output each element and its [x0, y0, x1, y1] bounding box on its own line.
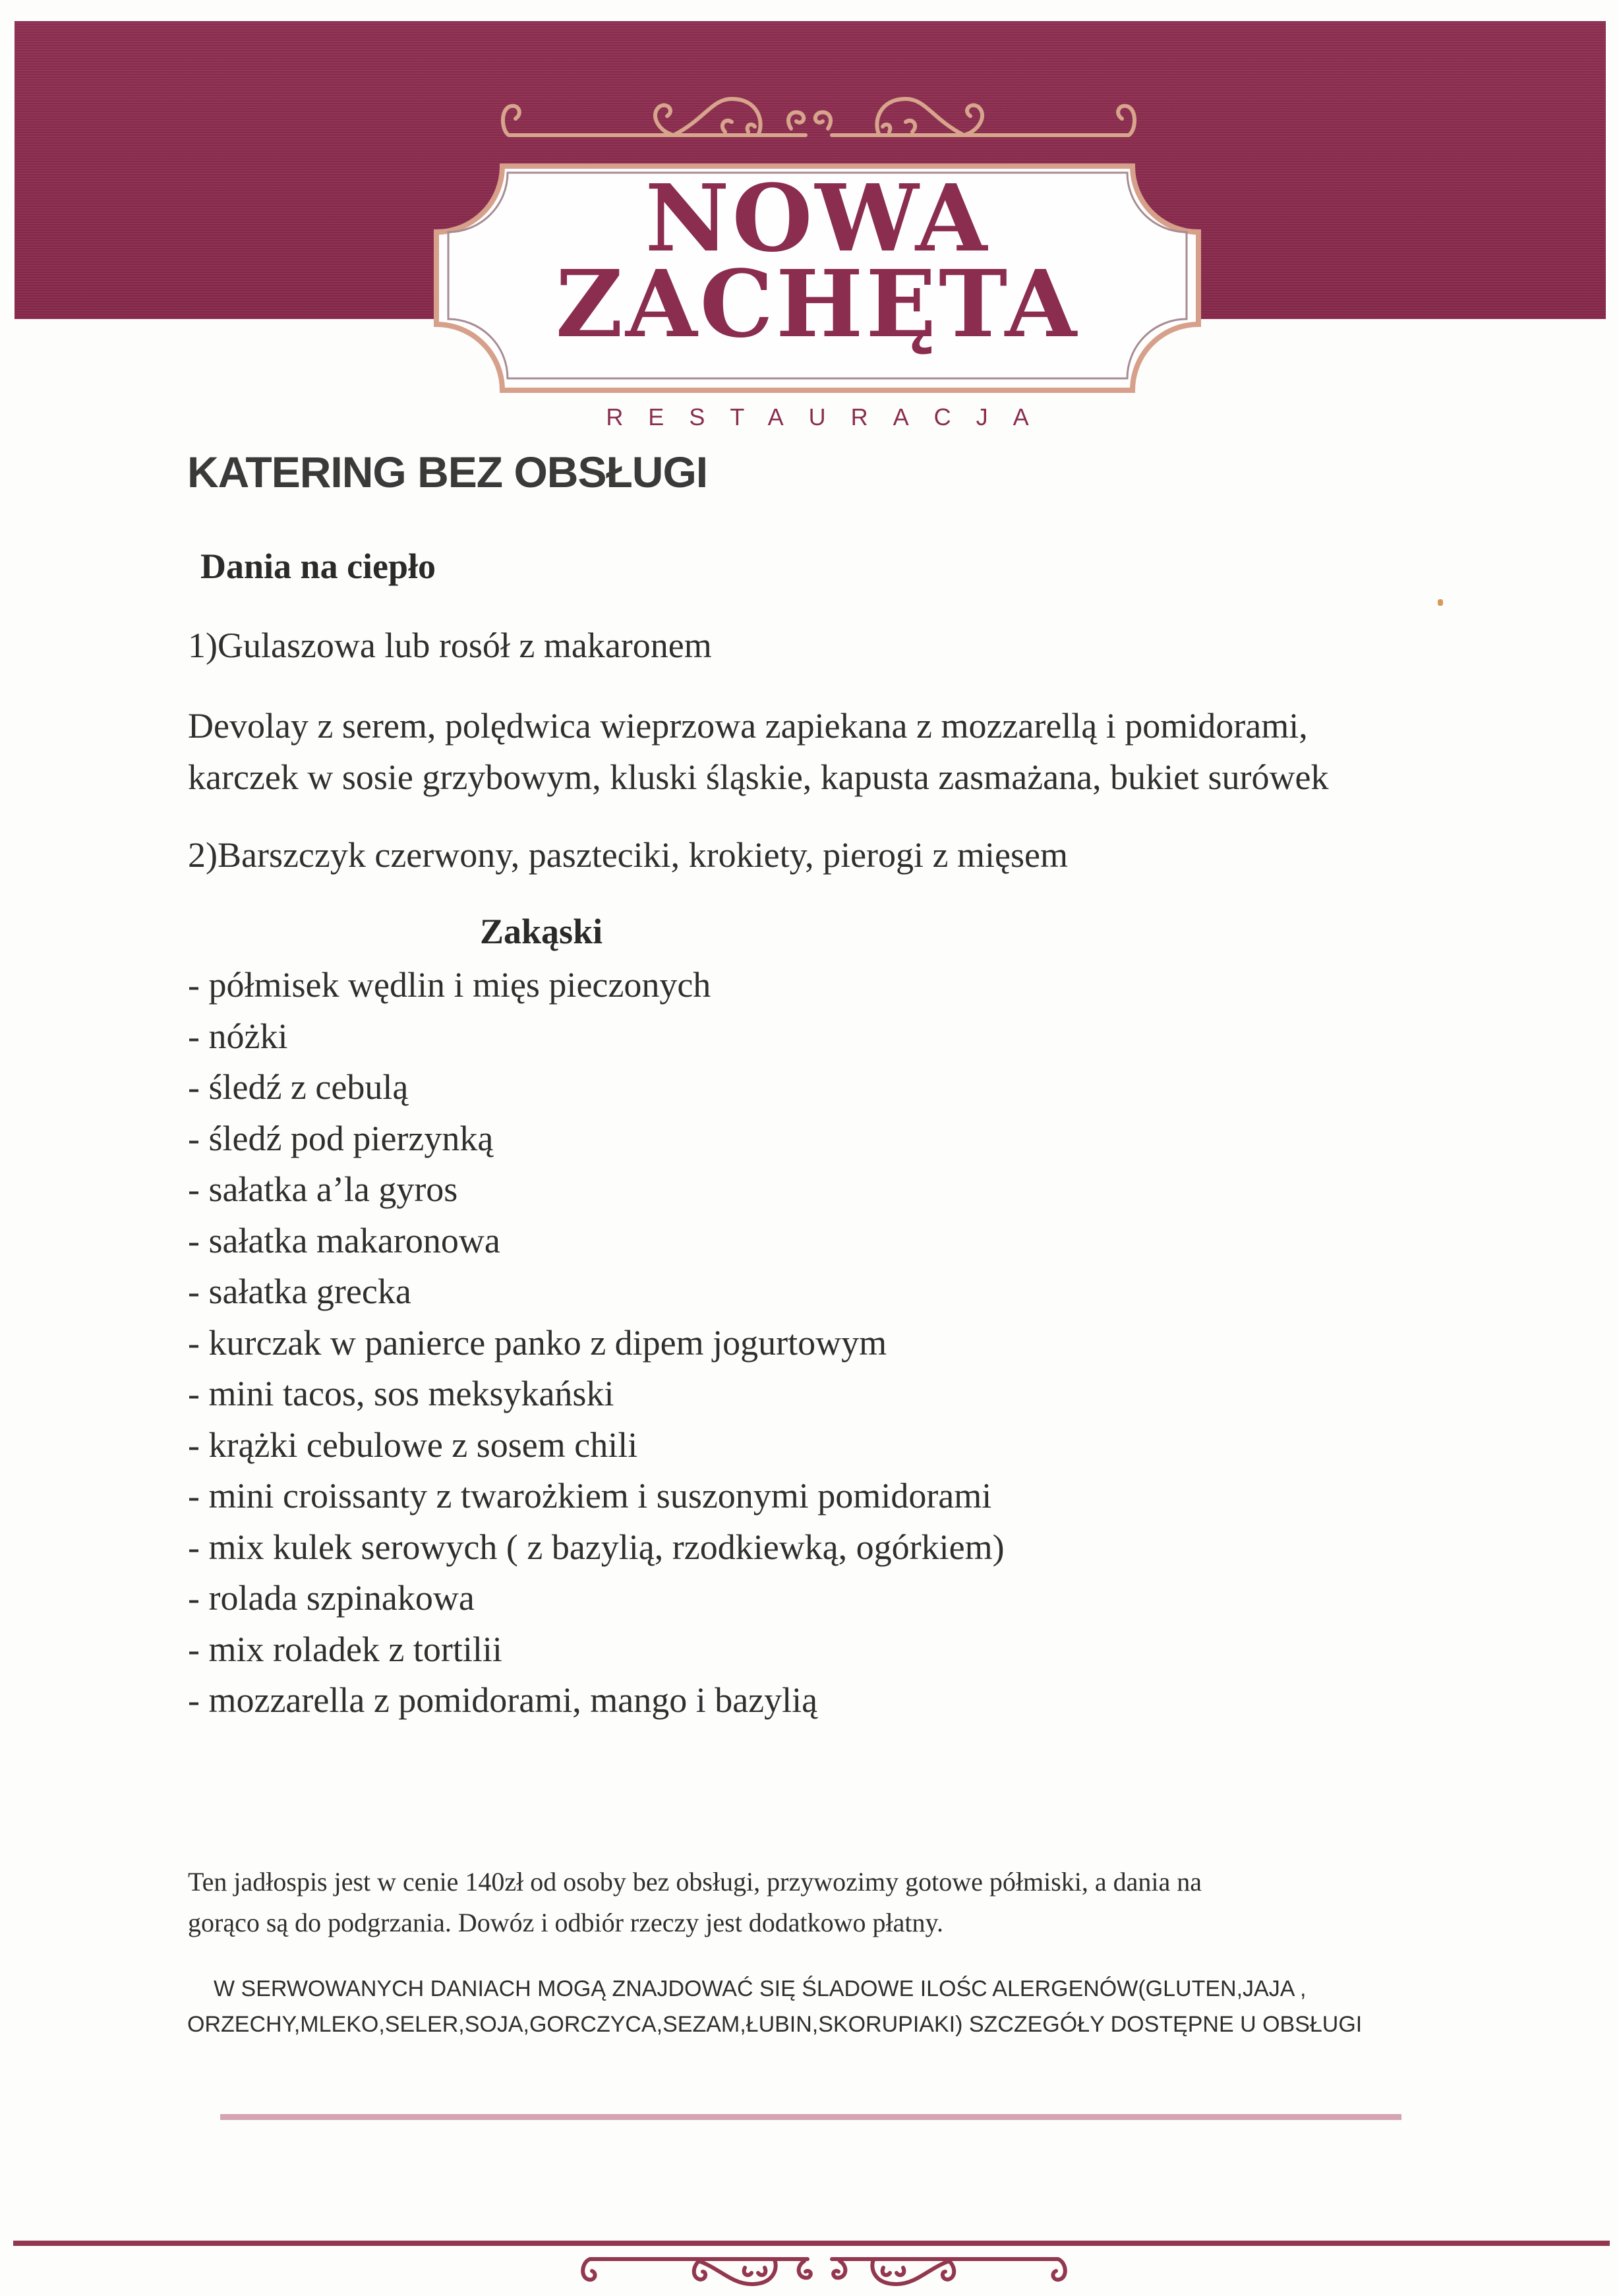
brand-subtitle: RESTAURACJA: [606, 403, 1054, 430]
list-item: - rolada szpinakowa: [188, 1578, 475, 1618]
list-item: - sałatka a’la gyros: [188, 1169, 458, 1209]
list-item: - sałatka makaronowa: [188, 1220, 500, 1260]
list-item: - mini tacos, sos meksykański: [188, 1374, 614, 1413]
hot-dish-option-1-details: [188, 700, 1329, 803]
scroll-ornament-icon: [503, 99, 1134, 135]
allergen-note-line: ORZECHY,MLEKO,SELER,SOJA,GORCZYCA,SEZAM,ŁUBIN,SKORUPIAKI) SZCZEGÓŁY DOSTĘPNE U OBSŁUGI: [187, 2012, 1363, 2037]
price-note-line: gorąco są do podgrzania. Dowóz i odbiór rzeczy jest dodatkowo płatny.: [188, 1908, 943, 1937]
list-item: - mozzarella z pomidorami, mango i bazylią: [188, 1680, 818, 1720]
details-line: Devolay z serem, polędwica wieprzowa zapiekana z mozzarellą i pomidorami,: [188, 706, 1308, 746]
list-item: - półmisek wędlin i mięs pieczonych: [188, 965, 711, 1005]
section-title-hot-dishes: Dania na ciepło: [200, 546, 436, 586]
brand-name-line1: NOWA: [645, 165, 990, 273]
list-item: - kurczak w panierce panko z dipem jogurtowym: [188, 1322, 887, 1363]
details-line: karczek w sosie grzybowym, kluski śląskie, kapusta zasmażana, bukiet surówek: [188, 757, 1329, 797]
hot-dish-option-1: 1)Gulaszowa lub rosół z makaronem: [188, 626, 712, 665]
list-item: - nóżki: [188, 1016, 288, 1056]
list-item: - śledź z cebulą: [188, 1067, 409, 1107]
page-title: KATERING BEZ OBSŁUGI: [187, 448, 708, 496]
price-note: [188, 1862, 1440, 1943]
allergen-note-line: W SERWOWANYCH DANIACH MOGĄ ZNAJDOWAĆ SIĘ ŚLADOWE ILOŚC ALERGENÓW(GLUTEN,JAJA ,: [214, 1976, 1307, 2001]
section-title-snacks: Zakąski: [480, 912, 603, 951]
list-item: - śledź pod pierzynką: [188, 1118, 494, 1158]
hot-dish-option-2: 2)Barszczyk czerwony, paszteciki, krokiety, pierogi z mięsem: [188, 835, 1068, 875]
list-item: - mix roladek z tortilii: [188, 1629, 502, 1669]
scan-speck: [1438, 599, 1443, 606]
snack-list: [188, 960, 1005, 1726]
brand-name-line2: ZACHĘTA: [555, 250, 1080, 359]
allergen-note: [187, 1971, 1440, 2042]
list-item: - mini croissanty z twarożkiem i suszonymi pomidorami: [188, 1476, 992, 1516]
divider-light: [220, 2114, 1401, 2120]
price-note-line: Ten jadłospis jest w cenie 140zł od osoby bez obsługi, przywozimy gotowe półmiski, a dania na: [188, 1867, 1202, 1897]
list-item: - mix kulek serowych ( z bazylią, rzodkiewką, ogórkiem): [188, 1527, 1005, 1567]
list-item: - krążki cebulowe z sosem chili: [188, 1425, 638, 1465]
scroll-ornament-icon: [0, 2228, 1619, 2296]
list-item: - sałatka grecka: [188, 1272, 411, 1311]
